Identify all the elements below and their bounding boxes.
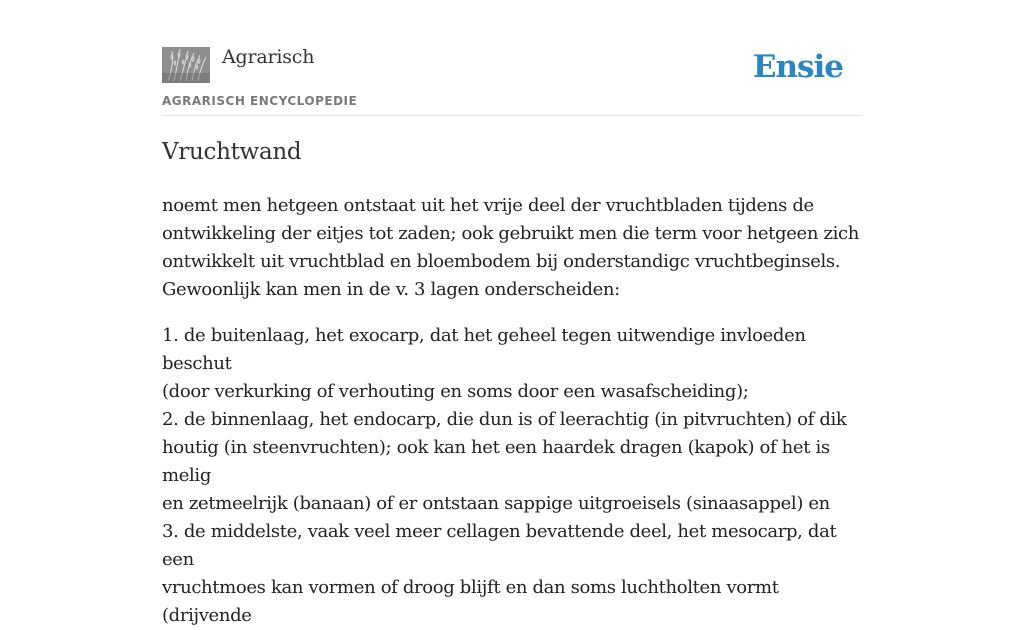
list-line: 3. de middelste, vaak veel meer cellagen bevattende deel, het mesocarp, dat een bbox=[162, 521, 837, 570]
intro-line: noemt men hetgeen ontstaat uit het vrije deel der vruchtbladen tijdens de bbox=[162, 195, 814, 216]
list-line: (door verkurking of verhouting en soms door een wasafscheiding); bbox=[162, 381, 749, 402]
list-line: en zetmeelrijk (banaan) of er ontstaan sappige uitgroeisels (sinaasappel) en bbox=[162, 493, 830, 514]
page-header bbox=[162, 44, 862, 116]
wheat-ears-icon[interactable] bbox=[162, 47, 210, 83]
list-line: vruchtmoes kan vormen of droog blijft en dan soms luchtholten vormt (drijvende bbox=[162, 577, 779, 626]
layers-list bbox=[162, 322, 862, 630]
intro-line: ontwikkeling der eitjes tot zaden; ook gebruikt men die term voor hetgeen zich bbox=[162, 223, 859, 244]
intro-line: ontwikkelt uit vruchtblad en bloembodem bij onderstandigc vruchtbeginsels. bbox=[162, 251, 841, 272]
intro-paragraph bbox=[162, 192, 862, 304]
intro-line: Gewoonlijk kan men in de v. 3 lagen onderscheiden: bbox=[162, 279, 620, 300]
book-name[interactable]: Agrarisch bbox=[222, 46, 315, 68]
list-line: houtig (in steenvruchten); ook kan het een haardek dragen (kapok) of het is melig bbox=[162, 437, 830, 486]
page-title: Vruchtwand bbox=[162, 139, 302, 165]
list-line: 1. de buitenlaag, het exocarp, dat het geheel tegen uitwendige invloeden beschut bbox=[162, 325, 806, 374]
article-body bbox=[162, 192, 862, 630]
book-subtitle[interactable]: AGRARISCH ENCYCLOPEDIE bbox=[162, 94, 358, 108]
brand-logo[interactable]: Ensie bbox=[752, 49, 843, 85]
list-line: 2. de binnenlaag, het endocarp, die dun is of leerachtig (in pitvruchten) of dik bbox=[162, 409, 847, 430]
